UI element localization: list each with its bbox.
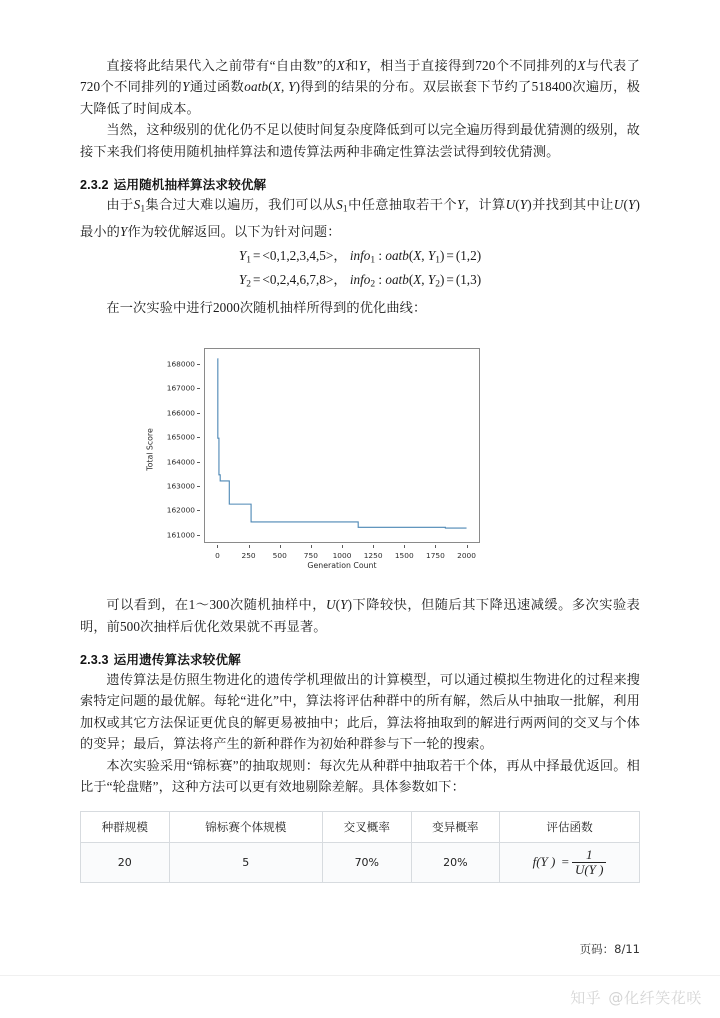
chart-x-tick: 1500 [394, 551, 414, 561]
page-content [80, 55, 640, 883]
table-header-cell: 评估函数 [500, 812, 640, 843]
paragraph-5: 可以看到，在1～300次随机抽样中，U(Y)下降较快，但随后其下降迅速减缓。多次实验表明，前500次抽样后优化效果就不再显著。 [80, 597, 640, 634]
chart-x-tickmark [217, 545, 218, 548]
eval-fn-numerator: 1 [585, 847, 593, 863]
zhihu-logo: 知乎 [570, 989, 602, 1007]
table-cell-mutation-probability: 20% [411, 843, 500, 883]
section-title-233: 运用遗传算法求较优解 [113, 653, 241, 668]
table-row [81, 843, 640, 883]
table-cell-tournament-size: 5 [169, 843, 323, 883]
chart-x-axis-label: Generation Count [307, 561, 377, 571]
chart-x-tick: 1750 [426, 551, 445, 561]
table-header-cell: 种群规模 [81, 812, 170, 843]
table-header-cell: 交叉概率 [323, 812, 412, 843]
chart-x-tick: 0 [215, 551, 220, 561]
chart-x-tick-labels [204, 548, 480, 560]
paragraph-2: 当然，这种级别的优化仍不足以使时间复杂度降低到可以完全遍历得到最优猜测的级别，故接下来我们将使用随机抽样算法和遗传算法两种非确定性算法尝试得到较优猜测。 [80, 122, 640, 159]
chart-x-tick: 1250 [363, 551, 383, 561]
table-cell-crossover-probability: 70% [323, 843, 412, 883]
chart-y-axis-label: Total Score [145, 428, 155, 471]
chart-x-tick: 500 [272, 551, 287, 561]
chart-x-tickmark [435, 545, 436, 548]
eval-fn-fraction [572, 848, 607, 878]
paragraph-7: 本次实验采用“锦标赛”的抽取规则：每次先从种群中抽取若干个体，再从中择最优返回。相比于“轮盘赌”，这种方法可以更有效地剔除差解。具体参数如下： [80, 757, 640, 795]
chart-y-tick: 167000 [166, 383, 195, 393]
watermark-bar [0, 975, 720, 1018]
watermark-username: @化纤笑花咲 [608, 989, 702, 1007]
section-number-233: 2.3.3 [80, 653, 109, 668]
paragraph-3: 由于$S_1$集合过大难以遍历，我们可以从$S_1$中任意抽取若干个Y，计算U(Y)并找到其中让U(Y)最小的Y作为较优解返回。以下为针对问题： [80, 197, 640, 240]
chart-y-tick-labels [154, 348, 200, 543]
paragraph-1: 直接将此结果代入之前带有“自由数”的X和Y，相当于直接得到720个不同排列的X与代表了720个不同排列的Y通过函数oatb(X, Y)得到的结果的分布。双层嵌套下节约了518400次遍历，极大降低了时间成本。 [80, 58, 641, 116]
chart-y-tickmark [197, 437, 200, 438]
chart-y-tickmark [197, 413, 200, 414]
display-equations [80, 246, 640, 295]
section-heading-233 [80, 649, 640, 668]
watermark [570, 987, 702, 1008]
table-header-cell: 锦标赛个体规模 [169, 812, 323, 843]
chart-y-tickmark [197, 535, 200, 536]
chart-x-tickmark [373, 545, 374, 548]
chart-x-tickmark [467, 545, 468, 548]
parameters-table [80, 811, 640, 883]
chart-y-tickmark [197, 510, 200, 511]
paragraph-4: 在一次实验中进行2000次随机抽样所得到的优化曲线： [106, 299, 427, 315]
chart-x-tickmark [342, 545, 343, 548]
chart-y-tick: 164000 [166, 457, 195, 467]
chart-y-tick: 168000 [166, 359, 195, 369]
equation-line-1: $Y_1 = <0,1,2,3,4,5>$， info$_1$ : oatb(X, $Y_1) = (1,2)$ [238, 247, 482, 266]
chart-y-tick: 161000 [166, 530, 195, 540]
chart-y-tickmark [197, 462, 200, 463]
chart-y-tick: 162000 [166, 505, 195, 515]
eval-fn-denominator: U(Y ) [572, 862, 607, 878]
section-title-232: 运用随机抽样算法求较优解 [113, 178, 267, 193]
chart-x-tick: 2000 [457, 551, 476, 561]
chart-y-tickmark [197, 486, 200, 487]
table-header-row [81, 812, 640, 843]
chart-container [145, 340, 494, 582]
eval-fn-lhs: f(Y ) [532, 853, 559, 869]
table-cell-evaluation-function [500, 843, 640, 883]
eval-fn-equals: = [561, 853, 569, 869]
chart-y-tickmark [197, 388, 200, 389]
chart-plot-area [204, 348, 480, 543]
chart-y-tick: 165000 [166, 432, 195, 442]
figure-optimization-curve [80, 336, 640, 584]
chart-x-tick: 1000 [332, 551, 352, 561]
chart-line-svg [205, 349, 479, 542]
chart-x-tickmark [249, 545, 250, 548]
table-header-cell: 变异概率 [411, 812, 500, 843]
section-heading-232 [80, 174, 640, 193]
chart-y-tick: 166000 [166, 408, 195, 418]
chart-x-tick: 250 [241, 551, 256, 561]
chart-y-tick: 163000 [166, 481, 195, 491]
chart-x-tick: 750 [303, 551, 318, 561]
chart-y-tickmark [197, 364, 200, 365]
equation-line-2: $Y_2 = <0,2,4,6,7,8>$， info$_2$ : oatb(X, $Y_2) = (1,3)$ [238, 272, 482, 290]
paragraph-6: 遗传算法是仿照生物进化的遗传学机理做出的计算模型，可以通过模拟生物进化的过程来搜索特定问题的最优解。每轮“进化”中，算法将评估种群中的所有解，然后从中抽取一批解，利用加权或其它方法保证更优良的解更易被抽中；此后，算法将抽取到的解进行两两间的交叉与个体的变异；最后，算法将产生的新种群作为初始种群参与下一轮的搜索。 [80, 672, 640, 752]
section-number-232: 2.3.2 [80, 178, 109, 193]
chart-x-tickmark [280, 545, 281, 548]
page-number-footer: 页码：8/11 [579, 942, 640, 956]
table-cell-population-size: 20 [81, 843, 170, 883]
chart-x-tickmark [311, 545, 312, 548]
chart-x-tickmark [404, 545, 405, 548]
